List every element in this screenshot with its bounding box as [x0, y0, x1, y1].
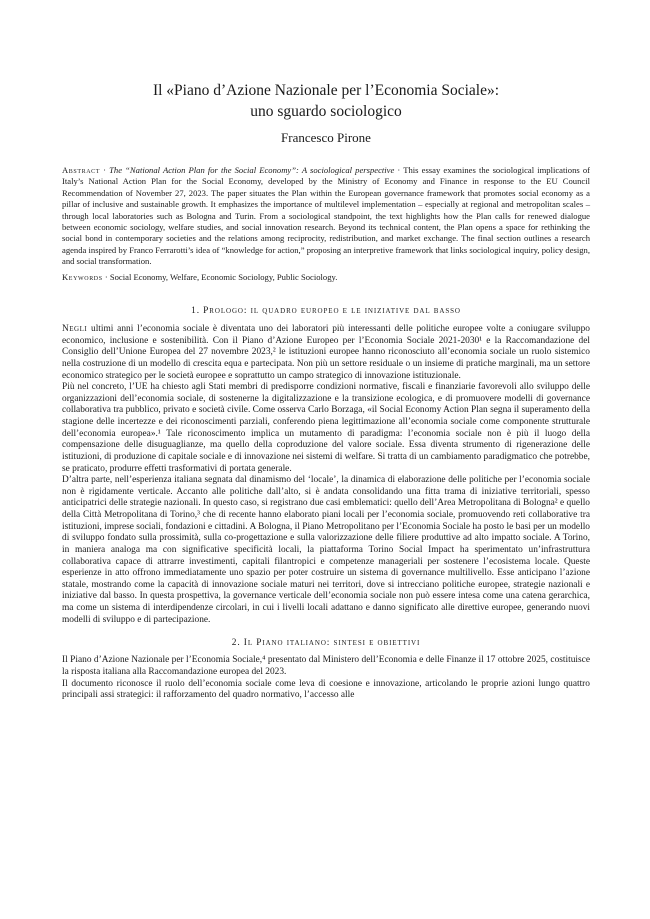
author-name: Francesco Pirone: [281, 130, 371, 145]
keywords-label: Keywords: [62, 271, 103, 282]
title-line-1: Il «Piano d’Azione Nazionale per l’Economia Sociale»:: [152, 82, 500, 99]
section-1-paragraph-3: D’altra parte, nell’esperienza italiana segnata dal dinamismo del ‘locale’, la dinamica di elaborazione delle politiche per l’economia sociale non è rigidamente verticale. Accanto alle politiche dall’alto, si è andata consolidando una fitta trama di iniziative territoriali, spesso anticipatrici delle strategie nazionali. In questo caso, si registrano due casi emblematici: quello dell’Area Metropolitana di Bologna² e quello della Città Metropolitana di Torino,³ che di recente hanno elaborato piani locali per l’economia sociale, promuovendo reti collaborative tra istituzioni, imprese sociali, fondazioni e cittadini. A Bologna, il Piano Metropolitano per l’Economia Sociale ha posto le basi per un modello di sviluppo fondato sulla prossimità, sulla co-progettazione e sulla valorizzazione delle filiere produttive ad alto impatto sociale. A Torino, in maniera analoga ma con significative specificità locali, la piattaforma Torino Social Impact ha sperimentato un’infrastruttura collaborativa capace di attrarre investimenti, capitali filantropici e competenze manageriali per sostenere l’ecosistema locale. Queste esperienze in atto offrono immediatamente uno spazio per poter costruire un sistema di governance multilivello. Esse anticipano l’azione statale, mostrando come la capacità di innovazione sociale maturi nei territori, dove si intrecciano politiche europee, strategie nazionali e iniziative dal basso. In questa prospettiva, la governance verticale dell’economia sociale non può essere intesa come una catena gerarchica, ma come un sistema di interdipendenze circolari, in cui i livelli locali adattano e danno significato alle direttive europee, generando nuovi modelli di sviluppo e di partecipazione.: [62, 475, 590, 625]
keywords: Keywords · Social Economy, Welfare, Economic Sociology, Public Sociology.: [62, 271, 338, 282]
section-2-paragraph-1: Il Piano d’Azione Nazionale per l’Economia Sociale,⁴ presentato dal Ministero dell’Economia e delle Finanze il 17 ottobre 2025, costituisce la risposta italiana alla Raccomandazione europea del 2023.: [62, 655, 590, 677]
abstract-label: Abstract: [62, 165, 101, 175]
section-1-paragraph-1: [62, 324, 590, 382]
abstract: Abstract · The “National Action Plan for the Social Economy”: A sociological perspective · This essay examines the sociological implications of Italy’s National Action Plan for the Social Economy, developed by the Ministry of Economy and Finance in response to the EU Council Recommendation of November 27, 2023. The paper situates the Plan within the European governance framework that promotes social economy as a pillar of inclusive and sustainable growth. It emphasizes the importance of multilevel implementation – especially at regional and metropolitan scales – through local laboratories such as Bologna and Turin. From a sociological standpoint, the text highlights how the Plan calls for renewed dialogue between economic sociology, welfare studies, and social innovation research. Beyond its technical content, the Plan opens a space for rethinking the social bond in contemporary societies and the relations among reciprocity, redistribution, and market exchange. The final section outlines a research agenda inspired by Franco Ferrarotti’s idea of “knowledge for action,” proposing an interpretive framework that links sociological inquiry, policy design, and social transformation.: [62, 165, 590, 267]
article-page: [62, 80, 590, 702]
section-2-paragraph-2: Il documento riconosce il ruolo dell’economia sociale come leva di coesione e innovazione, articolando le proprie azioni lungo quattro principali assi strategici: il rafforzamento del quadro normativo, l’accesso alle: [62, 678, 590, 701]
abstract-text: This essay examines the sociological implications of Italy’s National Action Plan for the Social Economy, developed by the Ministry of Economy and Finance in response to the EU Council Recommendation of November 27, 2023. The paper situates the Plan within the European governance framework that promotes social economy as a pillar of inclusive and sustainable growth. It emphasizes the importance of multilevel implementation – especially at regional and metropolitan scales – through local laboratories such as Bologna and Turin. From a sociological standpoint, the text highlights how the Plan calls for renewed dialogue between economic sociology, welfare studies, and social innovation research. Beyond its technical content, the Plan opens a space for rethinking the social bond in contemporary societies and the relations among reciprocity, redistribution, and market exchange. The final section outlines a research agenda inspired by Franco Ferrarotti’s idea of “knowledge for action,” proposing an interpretive framework that links sociological inquiry, policy design, and social transformation.: [62, 165, 590, 267]
paragraph-lead-word: Negli: [62, 324, 88, 335]
title-line-2: uno sguardo sociologico: [250, 103, 402, 120]
article-title: [62, 80, 590, 122]
keywords-text: Social Economy, Welfare, Economic Sociology, Public Sociology.: [109, 271, 338, 282]
abstract-title: The “National Action Plan for the Social Economy”: A sociological perspective: [109, 165, 395, 175]
section-1-paragraph-2: Più nel concreto, l’UE ha chiesto agli Stati membri di predisporre condizioni normative, fiscali e finanziarie favorevoli allo sviluppo delle organizzazioni dell’economia sociale, di sostenerne la digitalizzazione e la transizione ecologica, e di promuovere modelli di governance collaborativa tra pubblico, privato e società civile. Come osserva Carlo Borzaga, «il Social Economy Action Plan segna il superamento della stagione delle incertezze e dei riconoscimenti parziali, conferendo piena legittimazione all’economia sociale come componente strutturale dell’economia europea».¹ Tale riconoscimento implica un mutamento di paradigma: l’economia sociale non è più il luogo della compensazione delle disuguaglianze, ma quello della coproduzione del valore sociale. Essa diventa strumento di rigenerazione delle istituzioni, di produzione di capitale sociale e di innovazione nei sistemi di welfare. Si tratta di un cambiamento paradigmatico che potrebbe, se praticato, produrre effetti trasformativi di portata generale.: [62, 382, 590, 474]
section-1-paragraph-1-text: ultimi anni l’economia sociale è diventata uno dei laboratori più interessanti delle politiche europee volte a coniugare sviluppo economico, inclusione e sostenibilità. Con il Piano d’Azione Europeo per l’Economia Sociale 2021-2030¹ e la Raccomandazione del Consiglio dell’Unione Europea del 27 novembre 2023,² le istituzioni europee hanno riconosciuto all’economia sociale un ruolo sistemico nella costruzione di un modello di crescita equa e partecipata. Non più un settore residuale o un insieme di pratiche marginali, ma un settore economico strategico per le società europee e soprattutto un campo strategico di innovazione istituzionale.: [62, 324, 590, 381]
section-2-heading: 2. Il Piano italiano: sintesi e obiettivi: [231, 638, 421, 649]
section-1-heading: 1. Prologo: il quadro europeo e le iniziative dal basso: [191, 306, 461, 317]
